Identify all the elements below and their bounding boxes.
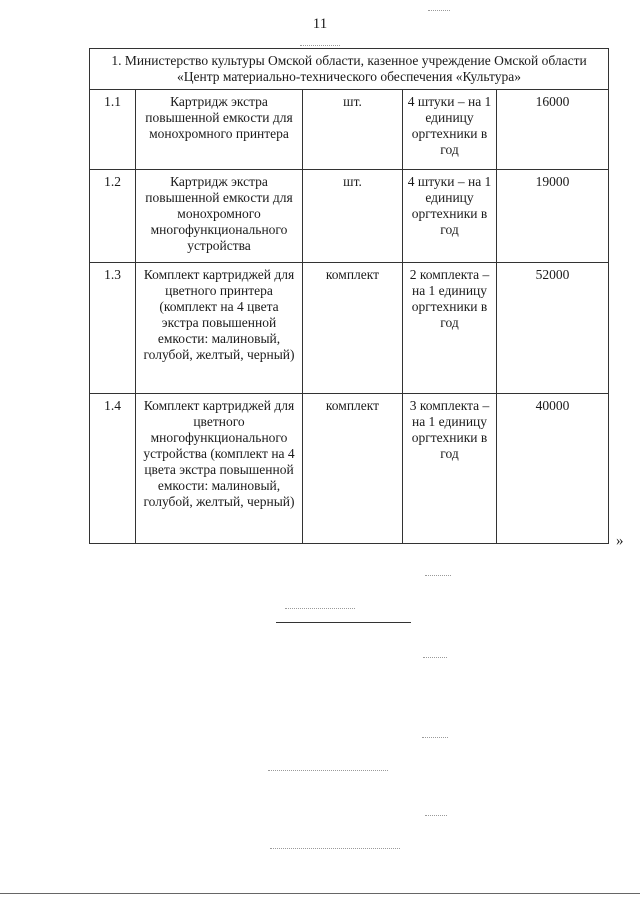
item-price: 19000	[497, 170, 609, 263]
item-name: Комплект картриджей для цветного принтера (комплект на 4 цвета экстра повышенной емкости: малиновый, голубой, желтый, черный)	[136, 263, 303, 394]
scan-edge-line	[0, 893, 640, 894]
section-header-row	[90, 49, 609, 90]
item-price: 40000	[497, 394, 609, 544]
item-norm: 2 комплекта – на 1 единицу оргтехники в год	[403, 263, 497, 394]
table-row	[90, 394, 609, 544]
scan-speck	[425, 575, 451, 576]
page-number: 11	[312, 16, 328, 32]
item-price: 16000	[497, 90, 609, 170]
item-unit: шт.	[303, 170, 403, 263]
item-unit: шт.	[303, 90, 403, 170]
item-name: Комплект картриджей для цветного многофункционального устройства (комплект на 4 цвета экстра повышенной емкости: малиновый, голубой, желтый, черный)	[136, 394, 303, 544]
row-number: 1.4	[90, 394, 136, 544]
item-unit: комплект	[303, 394, 403, 544]
row-number: 1.1	[90, 90, 136, 170]
row-number: 1.2	[90, 170, 136, 263]
item-norm: 4 штуки – на 1 единицу оргтехники в год	[403, 90, 497, 170]
scan-speck	[268, 770, 388, 771]
norms-table	[89, 48, 609, 544]
item-unit: комплект	[303, 263, 403, 394]
table-row	[90, 170, 609, 263]
table-row	[90, 90, 609, 170]
row-number: 1.3	[90, 263, 136, 394]
item-price: 52000	[497, 263, 609, 394]
scan-speck	[425, 815, 447, 816]
scan-speck	[300, 45, 340, 46]
scan-speck	[270, 848, 400, 849]
scan-speck	[423, 657, 447, 658]
closing-quote: »	[616, 533, 624, 549]
item-norm: 4 штуки – на 1 единицу оргтехники в год	[403, 170, 497, 263]
table-row	[90, 263, 609, 394]
section-title: 1. Министерство культуры Омской области, казенное учреждение Омской области «Центр материально-технического обеспечения «Культура»	[90, 49, 609, 90]
item-name: Картридж экстра повышенной емкости для монохромного принтера	[136, 90, 303, 170]
scan-speck	[285, 608, 355, 609]
scan-speck	[428, 10, 450, 11]
scan-speck	[422, 737, 448, 738]
item-norm: 3 комплекта – на 1 единицу оргтехники в год	[403, 394, 497, 544]
item-name: Картридж экстра повышенной емкости для монохромного многофункционального устройства	[136, 170, 303, 263]
end-rule	[276, 622, 411, 623]
